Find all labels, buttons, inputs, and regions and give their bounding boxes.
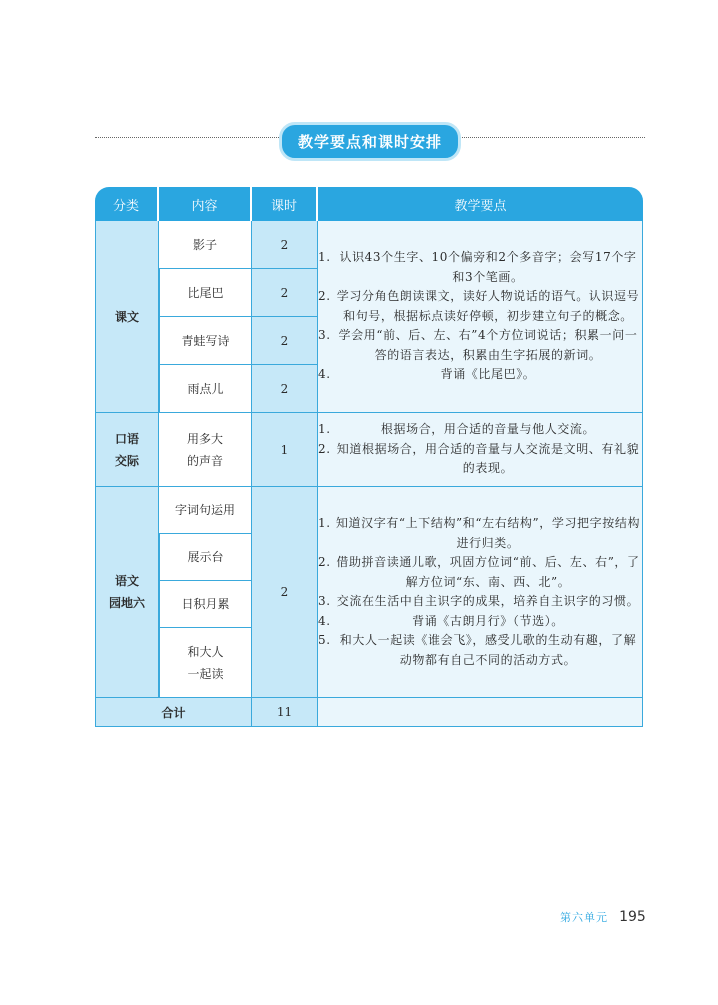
total-row xyxy=(95,698,643,727)
hours-cell: 2 xyxy=(252,269,318,317)
list-item: 4. 背诵《比尾巴》。 xyxy=(318,367,536,382)
list-item: 3. 学会用“前、后、左、右”4个方位词说话；积累一问一答的语言表达，积累由生字拓展的新词。 xyxy=(318,328,638,362)
content-cell: 日积月累 xyxy=(159,581,252,628)
header-content: 内容 xyxy=(159,187,252,221)
list-item: 2. 借助拼音读通儿歌，巩固方位词“前、后、左、右”，了解方位词“东、南、西、北”。 xyxy=(318,555,640,589)
table-row xyxy=(95,487,643,534)
table-header-row xyxy=(95,187,643,221)
points-cell xyxy=(318,413,643,487)
list-item: 1. 根据场合，用合适的音量与他人交流。 xyxy=(318,422,596,437)
content-cell: 用多大 的声音 xyxy=(159,413,252,487)
unit-label: 第六单元 xyxy=(560,911,608,924)
total-empty-cell xyxy=(318,698,643,727)
table-row xyxy=(95,413,643,487)
hours-cell: 2 xyxy=(252,487,318,698)
content-cell: 和大人 一起读 xyxy=(159,628,252,698)
category-cell: 课文 xyxy=(95,221,159,413)
points-cell xyxy=(318,221,643,413)
list-item: 4. 背诵《古朗月行》（节选）。 xyxy=(318,613,564,628)
header-hours: 课时 xyxy=(252,187,318,221)
page-number: 195 xyxy=(619,909,646,925)
points-list xyxy=(318,420,642,479)
list-item: 2. 学习分角色朗读课文，读好人物说话的语气。认识逗号和句号，根据标点读好停顿，初步建立句子的概念。 xyxy=(318,289,640,323)
list-item: 1. 知道汉字有“上下结构”和“左右结构”，学习把字按结构进行归类。 xyxy=(318,516,641,550)
header-category: 分类 xyxy=(95,187,159,221)
section-title: 教学要点和课时安排 xyxy=(279,122,461,161)
list-item: 1. 认识43个生字、10个偏旁和2个多音字；会写17个字和3个笔画。 xyxy=(318,250,637,284)
content-cell: 雨点儿 xyxy=(159,365,252,413)
category-cell: 语文 园地六 xyxy=(95,487,159,698)
hours-cell: 2 xyxy=(252,221,318,269)
header-points: 教学要点 xyxy=(318,187,643,221)
content-cell: 展示台 xyxy=(159,534,252,581)
section-header xyxy=(95,120,645,156)
table-row xyxy=(95,221,643,269)
page-footer xyxy=(560,906,646,925)
total-hours: 11 xyxy=(252,698,318,727)
hours-cell: 2 xyxy=(252,317,318,365)
list-item: 3. 交流在生活中自主识字的成果，培养自主识字的习惯。 xyxy=(318,594,640,608)
teaching-plan-table xyxy=(95,187,643,727)
content-cell: 字词句运用 xyxy=(159,487,252,534)
points-cell xyxy=(318,487,643,698)
list-item: 5. 和大人一起读《谁会飞》，感受儿歌的生动有趣，了解动物都有自己不同的活动方式。 xyxy=(318,633,637,667)
content-cell: 影子 xyxy=(159,221,252,269)
points-list xyxy=(318,514,642,670)
hours-cell: 1 xyxy=(252,413,318,487)
hours-cell: 2 xyxy=(252,365,318,413)
content-cell: 青蛙写诗 xyxy=(159,317,252,365)
list-item: 2. 知道根据场合，用合适的音量与人交流是文明、有礼貌的表现。 xyxy=(318,441,640,476)
content-cell: 比尾巴 xyxy=(159,269,252,317)
total-label: 合计 xyxy=(95,698,252,727)
category-cell: 口语 交际 xyxy=(95,413,159,487)
points-list xyxy=(318,248,642,385)
